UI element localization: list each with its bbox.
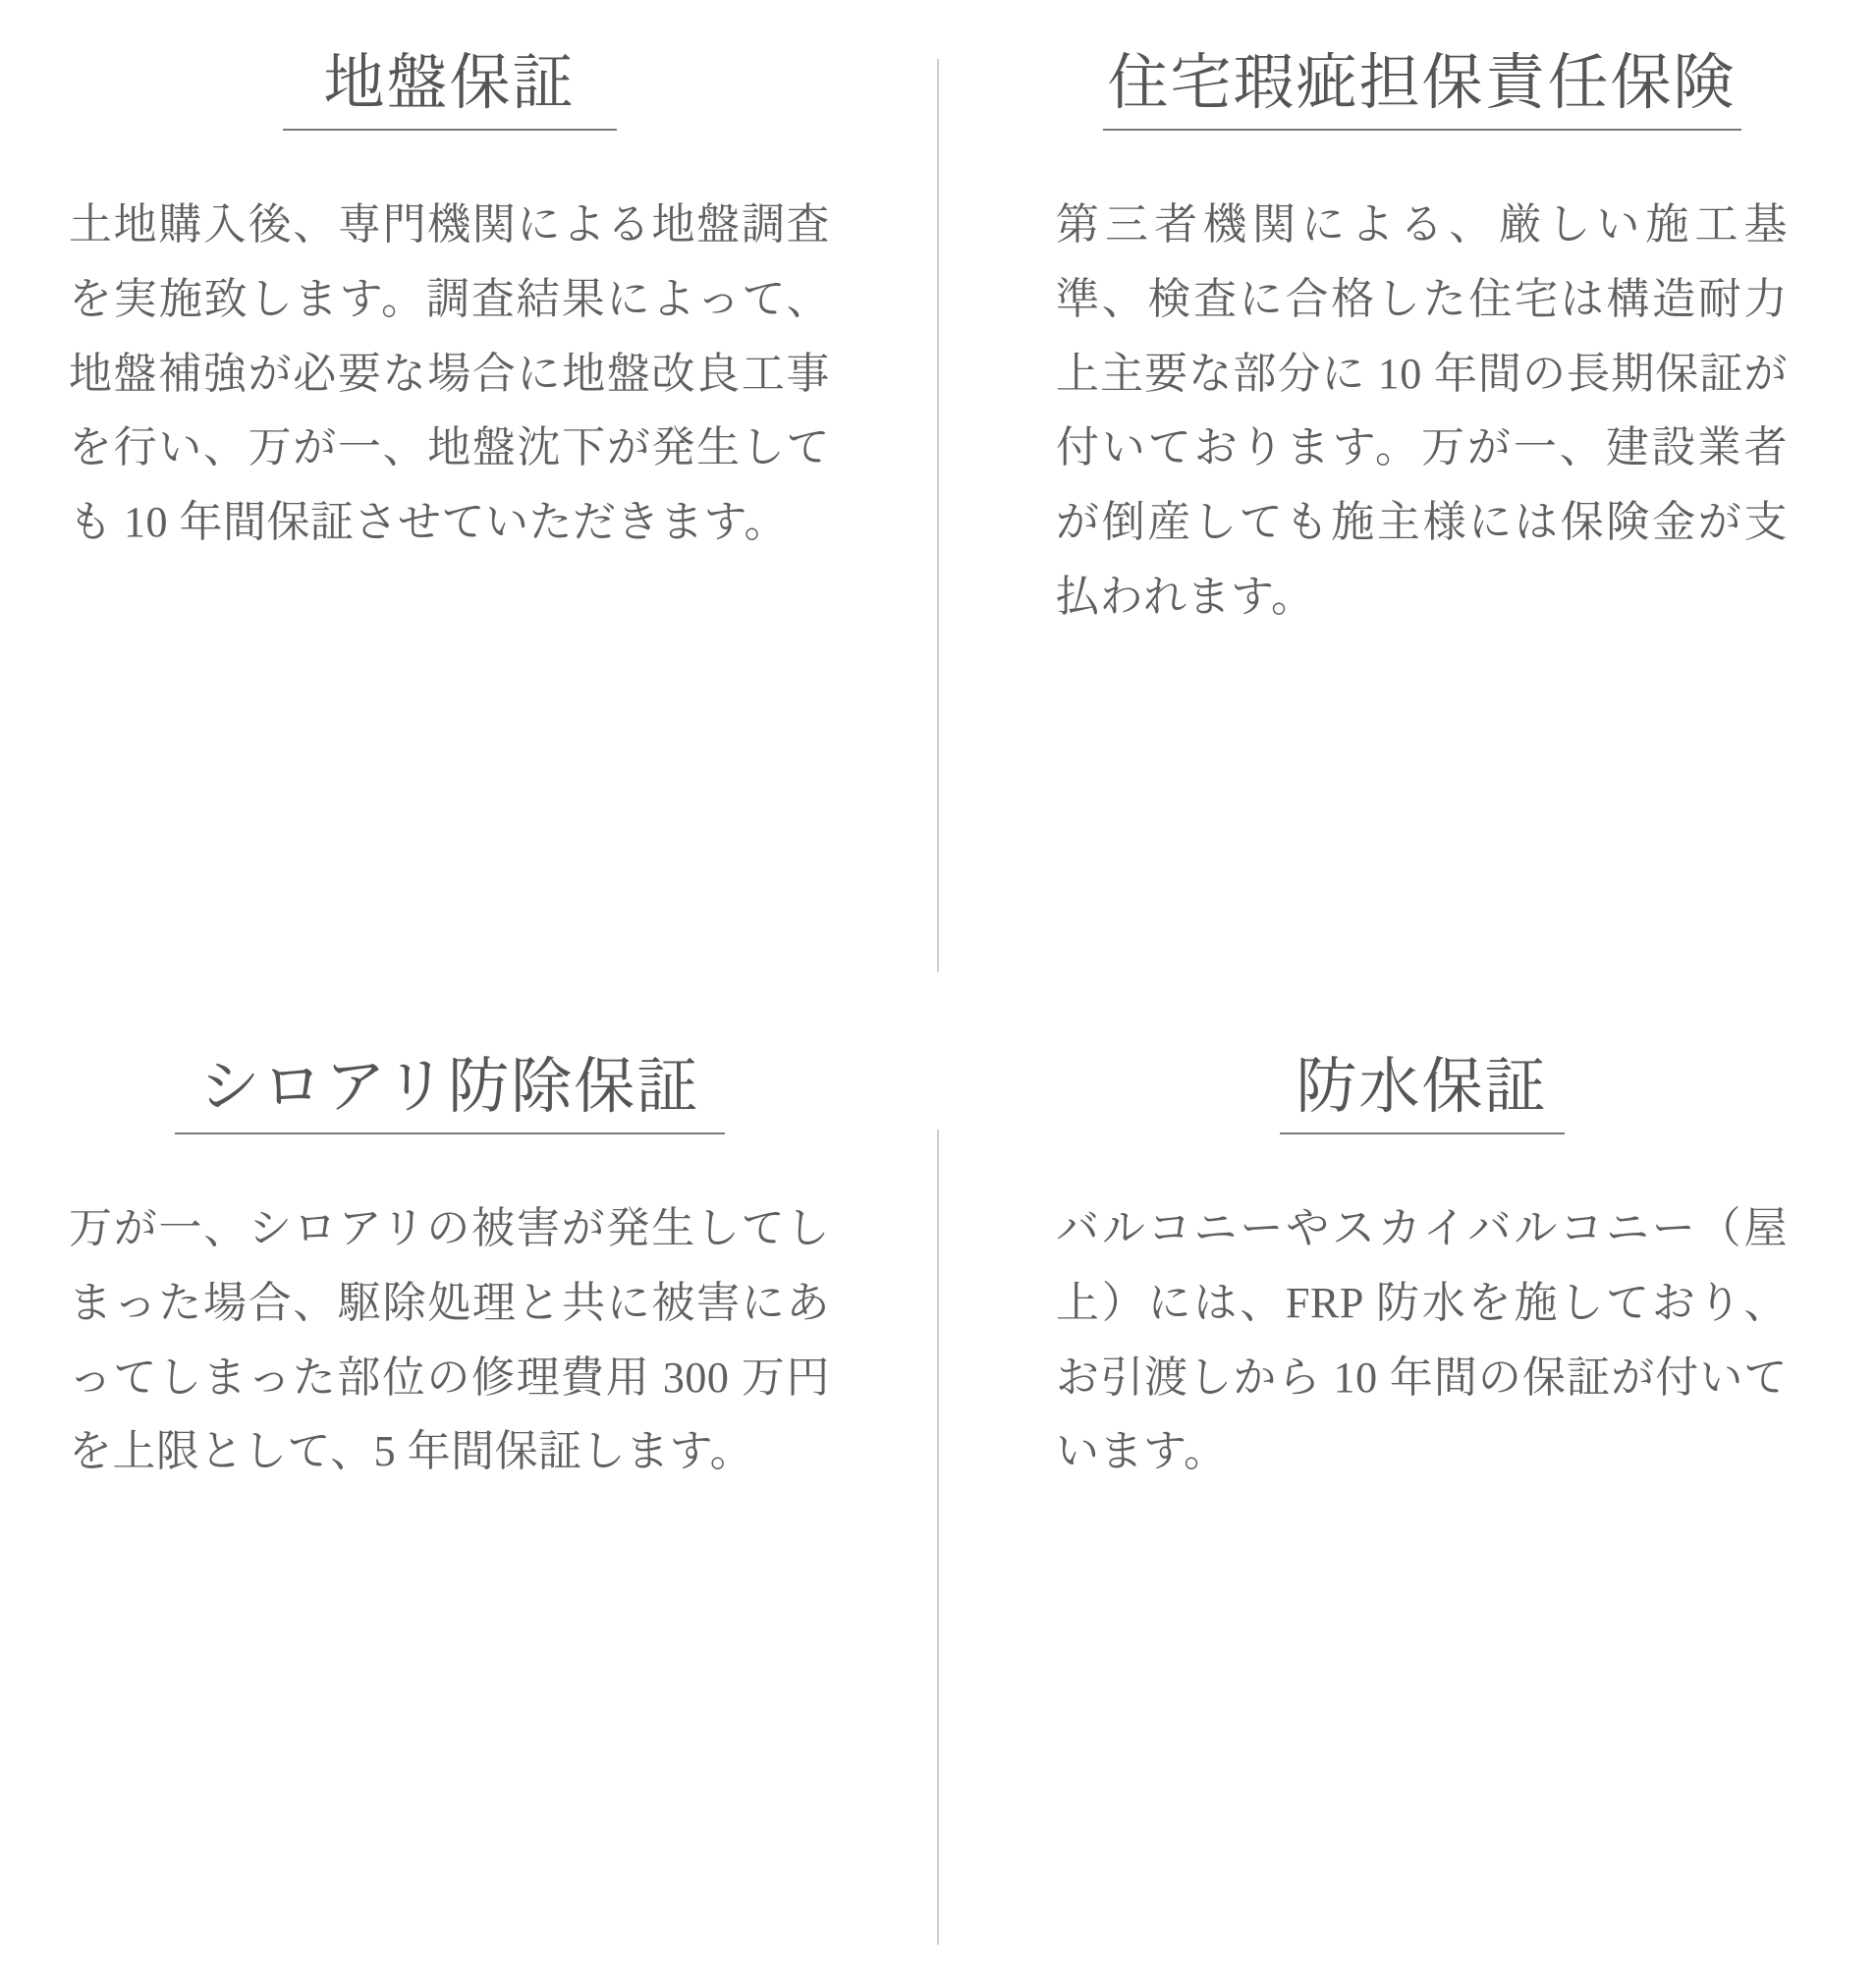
card-title-wrap: [69, 1053, 830, 1134]
card-title: シロアリ防除保証: [198, 1054, 700, 1121]
card-title-wrap: [69, 49, 830, 131]
title-block: [1280, 1053, 1565, 1134]
warranty-card-termite: [59, 994, 938, 1949]
card-body-text: 第三者機関による、厳しい施工基準、検査に合格した住宅は構造耐力上主要な部分に 10 年間の長期保証が付いております。万が一、建設業者が倒産しても施主様には保険金が支払われます。: [1056, 200, 1788, 621]
title-underline: [1280, 1132, 1565, 1134]
card-title: 防水保証: [1296, 1054, 1548, 1121]
warranty-card-defect-insurance: [938, 39, 1817, 994]
title-underline: [1103, 129, 1741, 131]
card-title-wrap: [1056, 49, 1788, 131]
card-body-text: 万が一、シロアリの被害が発生してしまった場合、駆除処理と共に被害にあってしまった部位の修理費用 300 万円を上限として、5 年間保証します。: [69, 1204, 830, 1476]
title-block: [1103, 49, 1741, 131]
warranty-card-grid: [59, 39, 1817, 1949]
title-block: [283, 49, 617, 131]
card-title: 地盤保証: [323, 50, 576, 117]
warranty-card-ground: [59, 39, 938, 994]
card-title: 住宅瑕疵担保責任保険: [1107, 50, 1737, 117]
card-title-wrap: [1056, 1053, 1788, 1134]
card-body-text: 土地購入後、専門機関による地盤調査を実施致します。調査結果によって、地盤補強が必要な場合に地盤改良工事を行い、万が一、地盤沈下が発生しても 10 年間保証させていただきます。: [69, 200, 830, 546]
card-body-text: バルコニーやスカイバルコニー（屋上）には、FRP 防水を施しており、お引渡しから 10 年間の保証が付いています。: [1056, 1204, 1788, 1476]
title-underline: [175, 1132, 725, 1134]
title-block: [175, 1053, 725, 1134]
warranty-card-waterproof: [938, 994, 1817, 1949]
title-underline: [283, 129, 617, 131]
